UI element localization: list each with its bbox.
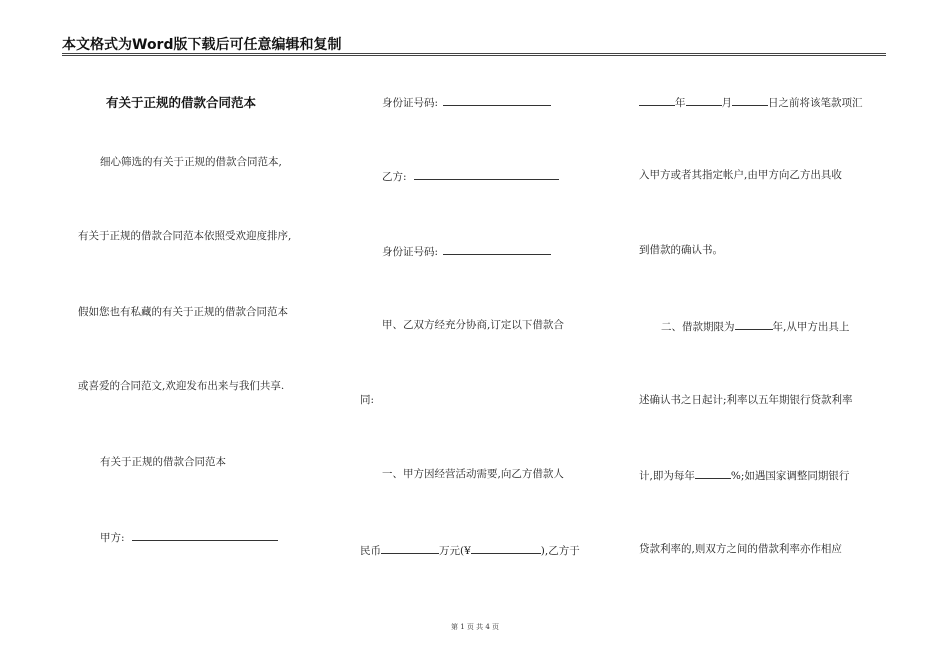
id-blank xyxy=(443,243,551,255)
text-fragment: 民币 xyxy=(360,545,381,557)
text-line: 细心筛选的有关于正规的借款合同范本, xyxy=(100,156,282,168)
loan-term-line xyxy=(661,318,849,334)
text-line: 有关于正规的借款合同范本 xyxy=(100,456,226,468)
text-fragment: 计,即为每年 xyxy=(639,470,695,482)
text-line: 甲、乙双方经充分协商,订定以下借款合 xyxy=(382,319,564,331)
date-line xyxy=(639,94,863,110)
party-a-label: 甲方: xyxy=(100,532,125,544)
id-blank xyxy=(443,94,551,106)
text-fragment: ),乙方于 xyxy=(540,545,580,557)
amount-numeric-blank xyxy=(471,542,541,554)
id-label: 身份证号码: xyxy=(382,97,439,109)
amount-blank xyxy=(381,542,439,554)
header-rule xyxy=(62,55,886,56)
id-number-line-1 xyxy=(382,94,551,110)
party-b-blank xyxy=(414,168,559,180)
text-fragment: 万元(¥ xyxy=(439,545,471,557)
text-line: 述确认书之日起计;利率以五年期银行贷款利率 xyxy=(639,394,853,406)
text-line: 同: xyxy=(360,394,375,406)
text-line: 一、甲方因经营活动需要,向乙方借款人 xyxy=(382,468,564,480)
party-b-label: 乙方: xyxy=(382,171,407,183)
text-fragment: 日之前将该笔款项汇 xyxy=(768,97,863,109)
term-blank xyxy=(735,318,773,330)
id-label: 身份证号码: xyxy=(382,246,439,258)
month-blank xyxy=(686,94,722,106)
text-line: 假如您也有私藏的有关于正规的借款合同范本 xyxy=(78,306,288,318)
year-blank xyxy=(639,94,675,106)
party-a-blank xyxy=(132,529,278,541)
text-fragment: 年,从甲方出具上 xyxy=(772,321,850,333)
text-fragment: 月 xyxy=(721,97,732,109)
text-line: 有关于正规的借款合同范本依照受欢迎度排序, xyxy=(78,230,292,242)
document-title: 有关于正规的借款合同范本 xyxy=(106,95,257,110)
loan-amount-line xyxy=(360,542,580,558)
text-fragment: 二、借款期限为 xyxy=(661,321,735,333)
text-line: 或喜爱的合同范文,欢迎发布出来与我们共享. xyxy=(78,380,285,392)
text-line: 到借款的确认书。 xyxy=(639,244,723,256)
document-header: 本文格式为Word版下载后可任意编辑和复制 xyxy=(62,37,342,53)
text-line: 入甲方或者其指定帐户,由甲方向乙方出具收 xyxy=(639,169,842,181)
day-blank xyxy=(732,94,768,106)
party-b-line xyxy=(382,168,559,184)
text-fragment: 年 xyxy=(675,97,686,109)
party-a-line xyxy=(100,529,278,545)
text-fragment: %;如遇国家调整同期银行 xyxy=(730,470,850,482)
text-line: 贷款利率的,则双方之间的借款利率亦作相应 xyxy=(639,543,842,555)
page-number: 第 1 页 共 4 页 xyxy=(450,623,500,631)
interest-rate-line xyxy=(639,467,849,483)
id-number-line-2 xyxy=(382,243,551,259)
header-rule xyxy=(62,53,886,54)
rate-blank xyxy=(695,467,731,479)
